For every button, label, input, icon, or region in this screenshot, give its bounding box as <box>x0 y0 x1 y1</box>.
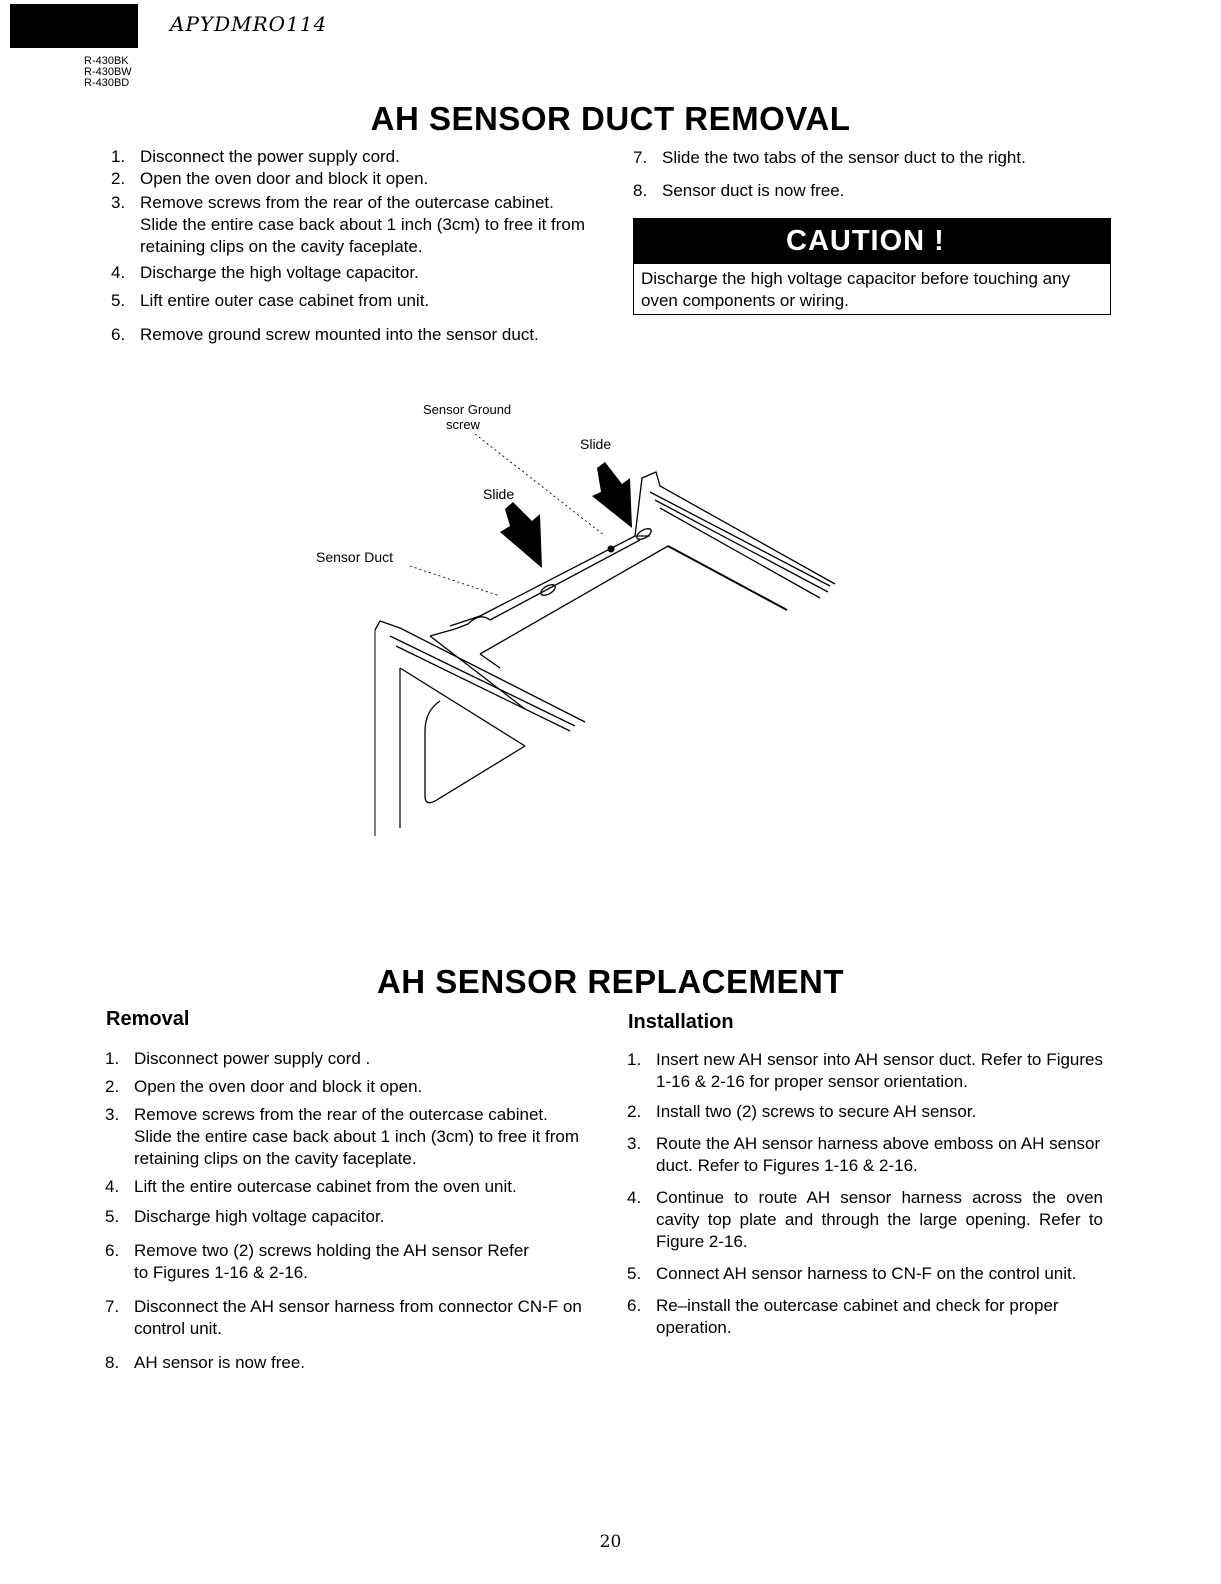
bracket-edge <box>400 668 525 746</box>
rail-edge <box>650 492 830 586</box>
list-item: 3. Remove screws from the rear of the outercase cabinet. Slide the entire case back about 1 inch (3cm) to free it from retaining clips on the cavity faceplate. <box>111 193 586 256</box>
list-item: 4. Lift the entire outercase cabinet from the oven unit. <box>105 1177 517 1196</box>
ground-screw <box>608 546 615 553</box>
page-number: 20 <box>599 1532 622 1552</box>
list-item: 3. Remove screws from the rear of the outercase cabinet. Slide the entire case back about 1 inch (3cm) to free it from retaining clips on the cavity faceplate. <box>105 1105 580 1168</box>
duct-removal-steps-right <box>633 147 1103 202</box>
model-number: R-430BW <box>84 66 132 78</box>
slide-label: Slide <box>483 486 515 502</box>
list-item: 6. Remove ground screw mounted into the sensor duct. <box>111 325 539 344</box>
removal-steps <box>105 1048 583 1374</box>
list-item: 6. Remove two (2) screws holding the AH sensor Refer to Figures 1-16 & 2-16. <box>105 1241 529 1282</box>
duct-edge <box>430 624 468 636</box>
list-item: 7. Slide the two tabs of the sensor duct to the right. <box>633 148 1026 167</box>
rail-edge <box>668 546 787 610</box>
bracket-edge <box>425 746 525 803</box>
slide-arrow <box>500 502 542 568</box>
installation-heading: Installation <box>628 1011 734 1033</box>
slide-label: Slide <box>580 436 612 452</box>
caution-heading: CAUTION ! <box>634 218 1110 264</box>
ground-screw-label-2: screw <box>446 417 480 432</box>
bracket-edge <box>396 646 570 731</box>
model-numbers <box>84 56 132 89</box>
duct-notch <box>468 617 490 624</box>
removal-heading: Removal <box>106 1008 190 1030</box>
list-item: 2. Open the oven door and block it open. <box>105 1077 423 1096</box>
list-item: 5. Lift entire outer case cabinet from unit. <box>111 291 430 310</box>
list-item: 5. Discharge high voltage capacitor. <box>105 1207 385 1226</box>
sensor-duct-figure <box>300 396 860 856</box>
duct-edge <box>480 654 500 668</box>
caution-text: Discharge the high voltage capacitor before touching any oven components or wiring. <box>641 269 1071 310</box>
sensor-duct-drawing <box>300 396 860 856</box>
ground-screw-label: Sensor Ground <box>423 402 512 417</box>
list-item: 7. Disconnect the AH sensor harness from connector CN-F on control unit. <box>105 1297 582 1338</box>
caution-box <box>633 218 1111 315</box>
sensor-duct-label: Sensor Duct <box>316 549 394 565</box>
corner-black-tab <box>10 4 138 48</box>
bracket-edge <box>430 636 525 709</box>
duct-edge <box>480 546 668 654</box>
bracket-edge <box>425 701 440 796</box>
model-number: R-430BK <box>84 55 129 67</box>
slide-arrow <box>592 462 632 528</box>
list-item: 3. Route the AH sensor harness above emboss on AH sensor duct. Refer to Figures 1-16 & 2-16. <box>627 1134 1101 1175</box>
duct-edge <box>490 540 640 620</box>
duct-removal-steps-left <box>111 146 586 346</box>
list-item: 4. Discharge the high voltage capacitor. <box>111 263 419 282</box>
model-number: R-430BD <box>84 77 130 89</box>
list-item: 1. Insert new AH sensor into AH sensor duct. Refer to Figures 1-16 & 2-16 for proper sensor orientation. <box>627 1050 1103 1091</box>
list-item: 5. Connect AH sensor harness to CN-F on the control unit. <box>627 1264 1077 1283</box>
list-item: 2. Open the oven door and block it open. <box>111 169 429 188</box>
handwritten-note: APYDMRO114 <box>170 12 328 36</box>
list-item: 8. Sensor duct is now free. <box>633 181 845 200</box>
rail-edge <box>655 500 828 592</box>
list-item: 6. Re–install the outercase cabinet and check for proper operation. <box>627 1296 1059 1337</box>
duct-edge <box>450 536 650 626</box>
duct-removal-title: AH SENSOR DUCT REMOVAL <box>370 100 851 137</box>
list-item: 1. Disconnect the power supply cord. <box>111 147 400 166</box>
replacement-title: AH SENSOR REPLACEMENT <box>376 963 845 1000</box>
list-item: 1. Disconnect power supply cord . <box>105 1049 371 1068</box>
rail-edge <box>635 472 835 584</box>
tab-slot <box>635 527 653 542</box>
list-item: 8. AH sensor is now free. <box>105 1353 306 1372</box>
list-item: 4. Continue to route AH sensor harness across the oven cavity top plate and through the large opening. Refer to Figure 2-16. <box>627 1188 1103 1251</box>
installation-steps <box>627 1049 1103 1339</box>
leader-line <box>410 566 500 596</box>
list-item: 2. Install two (2) screws to secure AH sensor. <box>627 1102 977 1121</box>
bracket-edge <box>390 636 575 726</box>
